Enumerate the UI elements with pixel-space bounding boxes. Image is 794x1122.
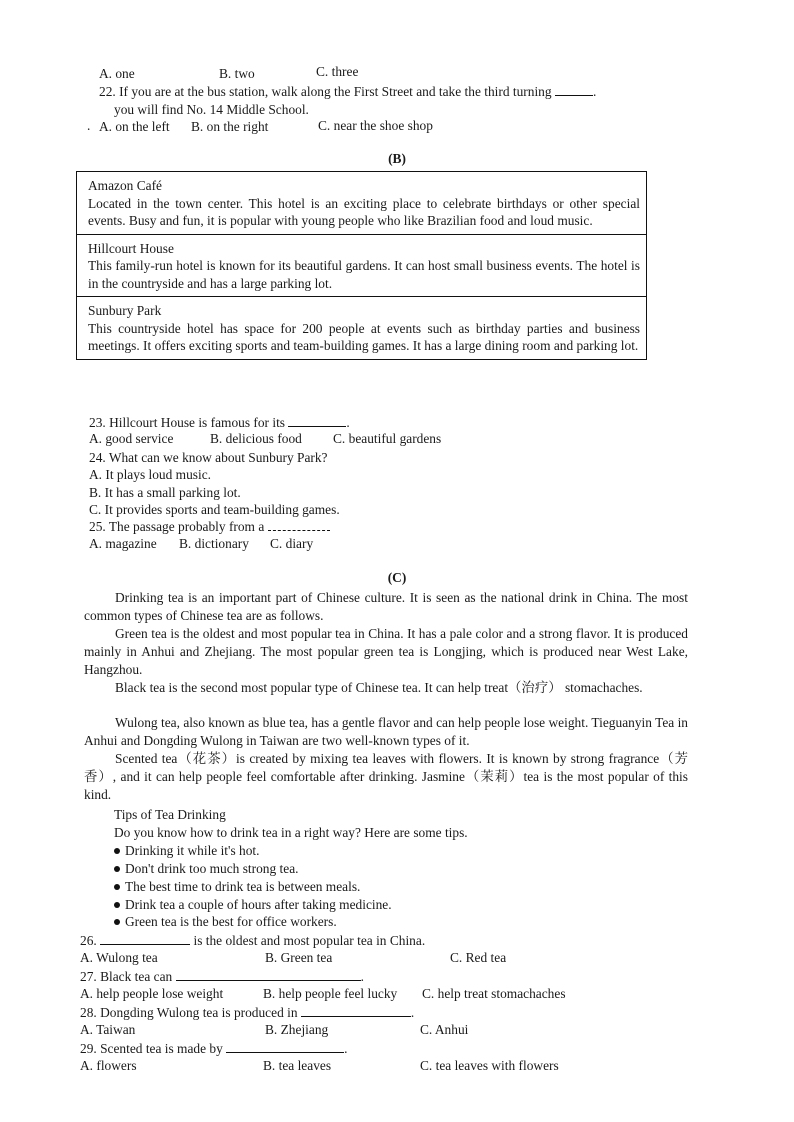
- ads-table: [76, 171, 647, 360]
- q25-stem: [89, 518, 330, 535]
- passage-paragraph: Green tea is the oldest and most popular tea in China. It has a pale color and a strong flavor. It is produced mainly in Anhui and Zhejiang. The most popular green tea is Longjing, which is produced near West Lake, Hangzhou.: [84, 626, 688, 677]
- q25-option-b: B. dictionary: [179, 536, 249, 551]
- ad-sunbury-park: [77, 297, 646, 359]
- q22-option-c: C. near the shoe shop: [318, 118, 433, 133]
- tips-title: Tips of Tea Drinking: [114, 807, 226, 822]
- q28-option-a: A. Taiwan: [80, 1022, 136, 1037]
- tip-text: The best time to drink tea is between meals.: [125, 879, 361, 894]
- q29-stem-text: 29. Scented tea is made by: [80, 1041, 223, 1056]
- q22-stem-text: 22. If you are at the bus station, walk along the First Street and take the third turning: [99, 84, 552, 99]
- answer-blank: [288, 414, 346, 427]
- ad-amazon-cafe: [77, 172, 646, 235]
- ad-text: This countryside hotel has space for 200 people at events such as birthday parties and business meetings. It offers exciting sports and team-building games. It has a large dining room and parking lot.: [88, 320, 640, 353]
- q27-stem: [80, 968, 364, 985]
- tip-text: Don't drink too much strong tea.: [125, 861, 299, 876]
- bullet-icon: [114, 866, 120, 872]
- q23-option-b: B. delicious food: [210, 431, 302, 446]
- q29-stem-end: .: [344, 1041, 348, 1056]
- q23-stem-end: .: [346, 415, 350, 430]
- answer-blank: [301, 1004, 411, 1017]
- ad-text: This family-run hotel is known for its beautiful gardens. It can host small business events. The hotel is in the countryside and has a large parking lot.: [88, 258, 640, 291]
- q29-option-a: A. flowers: [80, 1058, 137, 1073]
- q24-option-b: B. It has a small parking lot.: [89, 485, 241, 500]
- answer-blank: [100, 932, 190, 945]
- answer-blank: [176, 968, 361, 981]
- q22-stem: [99, 83, 596, 100]
- q26-option-b: B. Green tea: [265, 950, 333, 965]
- passage-paragraph: Wulong tea, also known as blue tea, has a gentle flavor and can help people lose weight. Tieguanyin Tea in Anhui and Dongding Wulong in Taiwan are two well-known types of it.: [84, 715, 688, 748]
- tip-item: [114, 878, 360, 895]
- q26-stem: [80, 932, 425, 949]
- tip-item: [114, 842, 259, 859]
- ad-text: Located in the town center. This hotel is an exciting place to celebrate birthdays or other special events. Busy and fun, it is popular with young people who like Brazilian food and loud music.: [88, 195, 640, 228]
- q22-stem-line2: you will find No. 14 Middle School.: [114, 102, 309, 117]
- bullet-icon: [114, 919, 120, 925]
- bullet-icon: [114, 848, 120, 854]
- q28-stem-end: .: [410, 1005, 415, 1020]
- section-b-heading: (B): [388, 151, 406, 166]
- answer-blank: [555, 83, 593, 96]
- ad-hillcourt-house: [77, 235, 646, 298]
- q26-stem-text: is the oldest and most popular tea in China.: [193, 933, 426, 948]
- passage-paragraph: Scented tea（花茶）is created by mixing tea leaves with flowers. It is known by strong fragrance（芳香）, and it can help people feel comfortable after drinking. Jasmine（茉莉）tea is the most popular of this kind.: [84, 751, 688, 802]
- q25-option-a: A. magazine: [89, 536, 157, 551]
- passage-paragraph: Drinking tea is an important part of Chinese culture. It is seen as the national drink in China. The most common types of Chinese tea are as follows.: [84, 590, 688, 623]
- q23-stem-text: 23. Hillcourt House is famous for its: [89, 415, 286, 430]
- q21-option-b: B. two: [219, 66, 255, 81]
- q28-stem: [80, 1004, 414, 1021]
- q27-option-c: C. help treat stomachaches: [422, 986, 566, 1001]
- q29-option-b: B. tea leaves: [263, 1058, 332, 1073]
- q25-stem-text: 25. The passage probably from a: [89, 519, 265, 534]
- q28-stem-text: 28. Dongding Wulong tea is produced in: [80, 1005, 298, 1020]
- q28-option-b: B. Zhejiang: [265, 1022, 329, 1037]
- q25-option-c: C. diary: [270, 536, 314, 551]
- q26-num: 26.: [80, 933, 97, 948]
- answer-blank: [268, 518, 330, 531]
- tip-text: Drinking it while it's hot.: [125, 843, 260, 858]
- q21-option-a: A. one: [99, 66, 135, 81]
- q22-option-b: B. on the right: [191, 119, 269, 134]
- q24-option-a: A. It plays loud music.: [89, 467, 211, 482]
- q23-option-c: C. beautiful gardens: [333, 431, 442, 446]
- q26-option-a: A. Wulong tea: [80, 950, 158, 965]
- section-c-heading: (C): [387, 570, 407, 585]
- q29-option-c: C. tea leaves with flowers: [420, 1058, 559, 1073]
- tip-text: Green tea is the best for office workers.: [125, 914, 337, 929]
- ad-name: Amazon Café: [88, 178, 162, 193]
- bullet-icon: [114, 884, 120, 890]
- q23-option-a: A. good service: [89, 431, 174, 446]
- ad-name: Hillcourt House: [88, 240, 174, 256]
- bullet-mark: .: [87, 118, 91, 133]
- answer-blank: [226, 1040, 344, 1053]
- q21-option-c: C. three: [316, 64, 359, 79]
- q24-option-c: C. It provides sports and team-building games.: [89, 502, 340, 517]
- q27-option-a: A. help people lose weight: [80, 986, 224, 1001]
- tip-text: Drink tea a couple of hours after taking medicine.: [125, 897, 392, 912]
- ad-name: Sunbury Park: [88, 303, 162, 318]
- q23-stem: [89, 414, 350, 431]
- q22-stem-end: .: [592, 84, 597, 99]
- tip-item: [114, 896, 392, 913]
- tip-item: [114, 913, 337, 930]
- q28-option-c: C. Anhui: [420, 1022, 469, 1037]
- q27-option-b: B. help people feel lucky: [263, 986, 398, 1001]
- passage-paragraph: Black tea is the second most popular type of Chinese tea. It can help treat（治疗） stomachaches.: [115, 680, 643, 695]
- tip-item: [114, 860, 299, 877]
- bullet-icon: [114, 902, 120, 908]
- q29-stem: [80, 1040, 348, 1057]
- q22-option-a: A. on the left: [99, 119, 170, 134]
- tips-intro: Do you know how to drink tea in a right way? Here are some tips.: [114, 825, 468, 840]
- q24-stem: 24. What can we know about Sunbury Park?: [89, 450, 328, 465]
- q26-option-c: C. Red tea: [450, 950, 507, 965]
- q27-stem-text: 27. Black tea can: [80, 969, 173, 984]
- q27-stem-end: .: [360, 969, 364, 984]
